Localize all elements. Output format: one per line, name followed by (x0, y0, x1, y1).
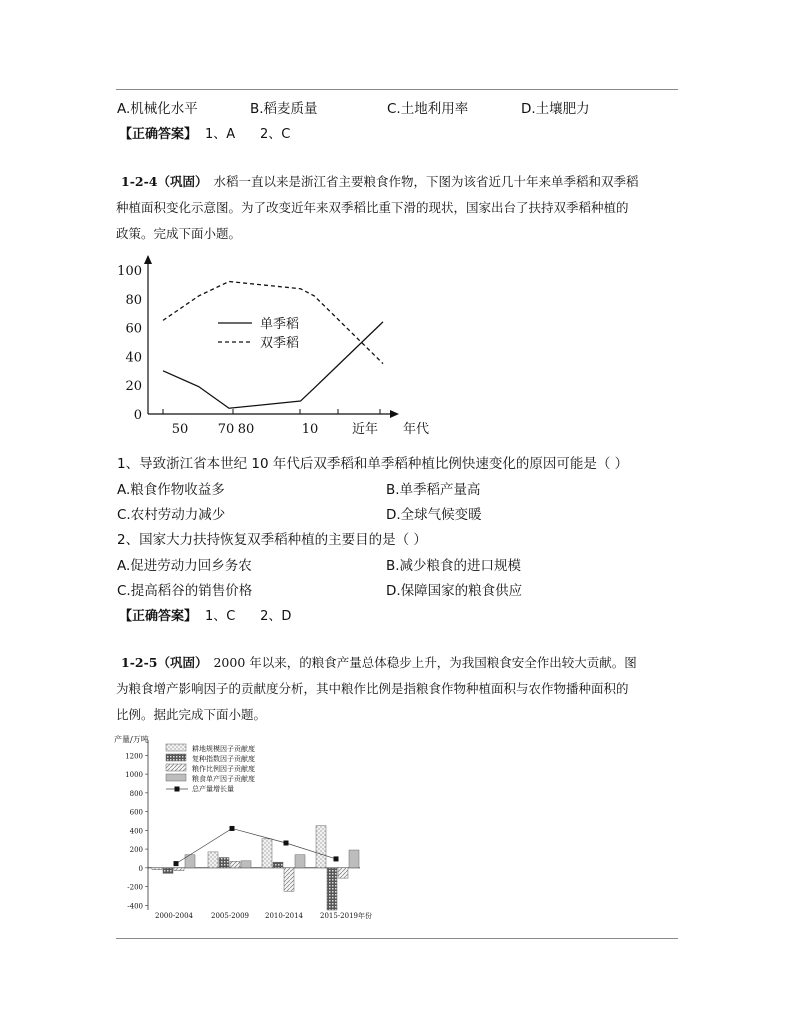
x-tick-label: 80 (237, 422, 255, 437)
legend-label: 耕地规模因子贡献度 (192, 745, 255, 753)
total-point (284, 840, 289, 845)
bar (284, 868, 294, 891)
bar (316, 826, 326, 868)
bar (327, 868, 337, 910)
bar (241, 861, 251, 868)
y-tick-label: 200 (129, 846, 143, 855)
x-axis-arrow (390, 410, 399, 418)
option-b: B.稻麦质量 (250, 101, 318, 117)
x-tick-label: 2015-2019年份 (320, 912, 372, 920)
sub1-option-a: A.粮食作物收益多 (117, 482, 225, 498)
stem-line-3: 比例。据此完成下面小题。 (116, 707, 267, 722)
y-tick-label: 80 (125, 292, 142, 308)
y-tick-label: 600 (129, 808, 143, 817)
question-1-2-5-stem (116, 650, 678, 728)
question-tag: （巩固） (157, 174, 208, 189)
x-tick-label: 2005-2009 (211, 912, 249, 920)
sub-question-2: 2、国家大力扶持恢复双季稻种植的主要目的是（ ） (117, 532, 427, 548)
y-axis-label: 产量/万吨 (114, 735, 149, 744)
stem-line-2: 种植面积变化示意图。为了改变近年来双季稻比重下滑的现状，国家出台了扶持双季稻种植的 (116, 200, 629, 215)
bar (152, 868, 162, 870)
x-tick-label: 10 (301, 422, 319, 437)
legend-swatch-marker (175, 787, 180, 792)
y-tick-label: 60 (125, 321, 142, 337)
y-tick-label: 40 (125, 350, 142, 366)
legend-label: 总产量增长量 (192, 785, 234, 793)
option-a: A.机械化水平 (117, 101, 198, 117)
answer-label: 【正确答案】 (119, 609, 198, 624)
stem-line-3: 政策。完成下面小题。 (116, 226, 242, 241)
question-number: 1-2-4 (121, 174, 158, 189)
legend-label: 单季稻 (260, 317, 300, 332)
bar (219, 858, 229, 868)
bar (273, 862, 283, 868)
y-tick-label: 1000 (125, 771, 143, 780)
legend-swatch (166, 744, 186, 751)
bar (349, 850, 359, 868)
question-1-2-4-stem (116, 169, 678, 247)
bar (174, 868, 184, 871)
y-tick-label: 400 (129, 827, 143, 836)
legend-label: 双季稻 (260, 336, 300, 351)
series-line-0 (163, 322, 383, 408)
answer-label: 【正确答案】 (119, 127, 198, 142)
stem-line-1: 2000 年以来，的粮食产量总体稳步上升，为我国粮食安全作出较大贡献。图 (213, 655, 637, 670)
y-tick-label: 100 (117, 264, 142, 279)
bar (295, 855, 305, 868)
y-tick-label: 1200 (125, 752, 143, 761)
x-tick-label: 2000-2004 (155, 912, 193, 920)
sub2-option-c: C.提高稻谷的销售价格 (117, 583, 253, 599)
answer-line-1-2-4 (119, 605, 291, 624)
legend-label: 粮食单产因子贡献度 (192, 775, 255, 783)
legend-label: 粮作比例因子贡献度 (192, 765, 255, 773)
option-d: D.土壤肥力 (521, 101, 590, 117)
sub1-option-c: C.农村劳动力减少 (117, 507, 226, 523)
sub1-option-b: B.单季稻产量高 (386, 482, 481, 498)
total-point (230, 826, 235, 831)
stem-line-1: 水稻一直以来是浙江省主要粮食作物，下图为该省近几十年来单季稻和双季稻 (213, 174, 639, 189)
answer-values: 1、C 2、D (205, 609, 292, 624)
total-point (334, 856, 339, 861)
y-axis-arrow (144, 255, 152, 264)
question-tag: （巩固） (157, 655, 208, 670)
footer-rule (116, 938, 678, 939)
y-tick-label: 0 (133, 408, 142, 423)
answer-values: 1、A 2、C (205, 127, 291, 142)
sub1-option-d: D.全球气候变暖 (386, 507, 482, 523)
y-tick-label: 0 (138, 864, 143, 873)
y-tick-label: -200 (127, 883, 143, 892)
bar (230, 861, 240, 868)
stem-line-2: 为粮食增产影响因子的贡献度分析，其中粮作比例是指粮食作物种植面积与农作物播种面积的 (116, 681, 629, 696)
bar (208, 852, 218, 868)
total-line (176, 828, 336, 863)
x-tick-label: 近年 (351, 422, 379, 437)
y-tick-label: 20 (125, 379, 142, 395)
x-tick-label: 2010-2014 (265, 912, 303, 920)
legend-swatch (166, 764, 186, 771)
option-c: C.土地利用率 (387, 101, 469, 117)
bar (163, 868, 173, 874)
sub2-option-d: D.保障国家的粮食供应 (386, 583, 523, 599)
header-rule (116, 89, 678, 90)
sub2-option-a: A.促进劳动力回乡务农 (117, 558, 252, 574)
legend-label: 复种指数因子贡献度 (192, 755, 255, 763)
y-tick-label: 800 (129, 789, 143, 798)
total-point (174, 861, 179, 866)
bar (262, 839, 272, 868)
sub-question-1: 1、导致浙江省本世纪 10 年代后双季稻和单季稻种植比例快速变化的原因可能是（ ） (117, 456, 629, 472)
legend-swatch (166, 754, 186, 761)
x-tick-label: 70 (217, 422, 235, 437)
rice-area-line-chart (110, 252, 440, 442)
legend-swatch (166, 774, 186, 781)
grain-contribution-bar-chart (110, 732, 400, 924)
sub2-option-b: B.减少粮食的进口规模 (386, 558, 522, 574)
question-number: 1-2-5 (121, 655, 158, 670)
x-tick-label: 50 (171, 422, 189, 437)
answer-line-prev (119, 123, 290, 142)
y-tick-label: -400 (127, 902, 143, 911)
bar (338, 868, 348, 878)
x-axis-suffix: 年代 (402, 422, 430, 437)
